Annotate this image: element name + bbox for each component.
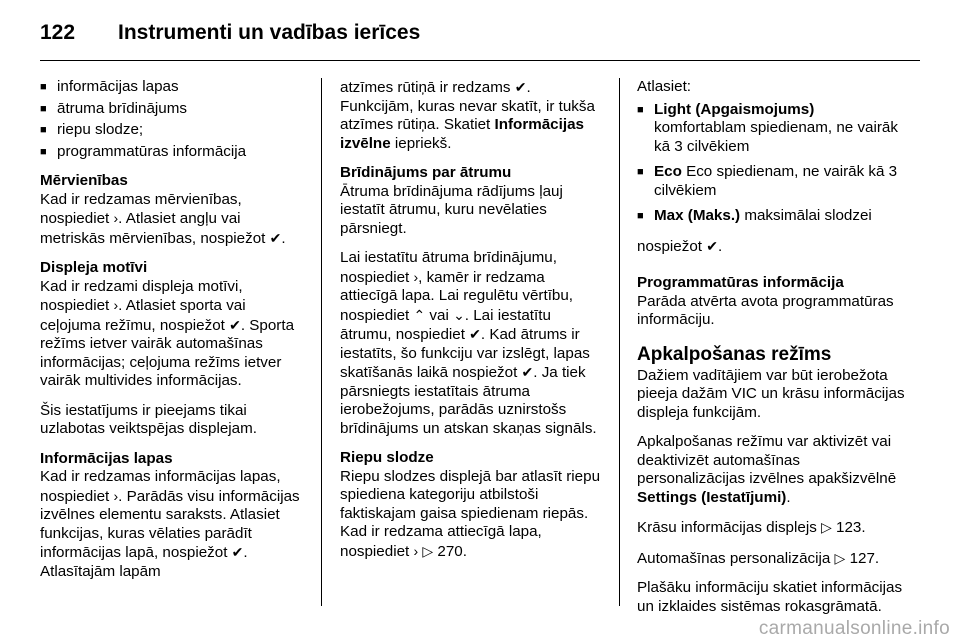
pages-section: Informācijas lapas Kad ir redzamas informācijas lapas, nospiediet ›. Parādās visu informācijas izvēlnes elementu saraksts. Atlasiet funkcijas, kuras vēlaties parādīt informācijas lapā, nospiežot ✔. Atlasītajām lapām: [40, 450, 308, 582]
list-item: ■ Light (Apgaismojums) komfortablam spiedienam, ne vairāk kā 3 cilvēkiem: [637, 101, 905, 157]
units-heading: Mērvienības: [40, 172, 128, 189]
watermark: carmanualsonline.info: [758, 618, 950, 639]
checkmark-icon: ✔: [269, 229, 282, 246]
load-options: [637, 101, 905, 226]
list-item: ■ Max (Maks.) maksimālai slodzei: [637, 207, 905, 226]
chevron-right-icon: ›: [413, 542, 419, 559]
column-3: [637, 78, 905, 627]
info-menu-link[interactable]: Informācijas izvēlne: [340, 116, 584, 152]
pages-heading: Informācijas lapas: [40, 449, 173, 467]
checkmark-icon: ✔: [231, 544, 244, 560]
list-item: ■ programmatūras informācija: [40, 143, 308, 162]
list-item: ■ informācijas lapas: [40, 78, 308, 97]
chevron-down-icon: ⌄: [453, 306, 465, 323]
tire-section: Riepu slodze Riepu slodzes displejā bar atlasīt riepu spiediena kategoriju atbilstoši faktiskajam gaisa spiedienam riepās. Kad ir redzama attiecīgā lapa, nospiediet › ▷ 270.: [340, 449, 606, 561]
chevron-right-icon: ›: [113, 210, 119, 226]
checkmark-icon: ✔: [514, 79, 527, 95]
list-item: ■ ātruma brīdinājums: [40, 100, 308, 119]
reference-arrow-icon: ▷: [422, 542, 434, 559]
reference-arrow-icon: ▷: [834, 549, 846, 566]
software-heading: Programmatūras informācija: [637, 274, 844, 291]
info-list: [40, 78, 308, 161]
checkmark-icon: ✔: [706, 237, 718, 254]
press-confirm: nospiežot ✔.: [637, 237, 723, 255]
tire-heading: Riepu slodze: [340, 449, 434, 466]
page-header: [0, 0, 960, 60]
list-item: ■ riepu slodze;: [40, 121, 308, 140]
page-reference[interactable]: 270.: [437, 542, 467, 560]
column-1: [40, 78, 308, 592]
checkmark-icon: ✔: [521, 364, 534, 380]
page-reference[interactable]: 123.: [836, 519, 866, 536]
select-intro: Atlasiet:: [637, 78, 692, 95]
speed-instructions: Lai iestatītu ātruma brīdinājumu, nospiediet ›, kamēr ir redzama attiecīgā lapa. Lai regulētu vērtību, nospiediet ⌃ vai ⌄. Lai iestatītu ātrumu, nospiediet ✔. Kad ātrums ir iestatīts, šo funkciju var izslēgt, lapas skatīšanās laikā nospiežot ✔. Ja tiek pārsniegts iestatītais ātruma ierobežojums, parādās uznirstošs brīdinājums un atskan skaņas signāls.: [340, 249, 597, 437]
page-number: 122: [40, 21, 76, 44]
checkmark-icon: ✔: [469, 326, 481, 342]
ref-color-display: Krāsu informācijas displejs ▷ 123.: [637, 519, 866, 536]
chevron-right-icon: ›: [413, 268, 419, 285]
speed-section: Brīdinājums par ātrumu Ātruma brīdinājuma rādījums ļauj iestatīt ātrumu, kuru nevēlaties pārsniegt.: [340, 164, 606, 238]
chevron-right-icon: ›: [113, 297, 119, 313]
service-p2: Apkalpošanas režīmu var aktivizēt vai deaktivizēt automašīnas personalizācijas izvēlnes apakšizvēlnē Settings (Iestatījumi).: [637, 433, 897, 506]
ref-personalization: Automašīnas personalizācija ▷ 127.: [637, 549, 880, 567]
column-divider-2: [619, 78, 620, 606]
page-title: Instrumenti un vadības ierīces: [118, 21, 421, 44]
page-reference[interactable]: 127.: [849, 549, 880, 567]
column-2: [340, 78, 606, 572]
header-rule: [40, 60, 920, 61]
speed-heading: Brīdinājums par ātrumu: [340, 164, 512, 181]
service-mode-heading: Apkalpošanas režīms: [637, 343, 832, 365]
chevron-up-icon: ⌃: [413, 306, 426, 323]
theme-section: Displeja motīvi Kad ir redzami displeja motīvi, nospiediet ›. Atlasiet sporta vai ceļojuma režīmu, nospiežot ✔. Sporta režīms ietver vairāk automašīnas informācijas; ceļojuma režīms ietver vairāk multivides informācijas.: [40, 259, 308, 391]
service-p3: Plašāku informāciju skatiet informācijas un izklaides sistēmas rokasgrāmatā.: [637, 579, 903, 615]
theme-heading: Displeja motīvi: [40, 259, 148, 276]
chevron-right-icon: ›: [113, 487, 119, 504]
list-item: ■ Eco Eco spiedienam, ne vairāk kā 3 cilvēkiem: [637, 163, 905, 200]
units-section: Mērvienības Kad ir redzamas mērvienības, nospiediet ›. Atlasiet angļu vai metriskās mērvienības, nospiežot ✔.: [40, 172, 308, 248]
software-section: Programmatūras informācija Parāda atvērta avota programmatūras informāciju.: [637, 274, 905, 330]
theme-note: Šis iestatījums ir pieejams tikai uzlabotas veiktspējas displejam.: [40, 401, 257, 437]
column-divider-1: [321, 78, 322, 606]
checkmark-icon: ✔: [229, 316, 241, 333]
reference-arrow-icon: ▷: [821, 519, 832, 535]
pages-continued: atzīmes rūtiņā ir redzams ✔. Funkcijām, kuras nevar skatīt, ir tukša atzīmes rūtiņa. Skatiet Informācijas izvēlne iepriekš.: [340, 79, 595, 152]
service-p1: Dažiem vadītājiem var būt ierobežota pieeja dažām VIC un krāsu informācijas displeja funkcijām.: [637, 366, 905, 421]
